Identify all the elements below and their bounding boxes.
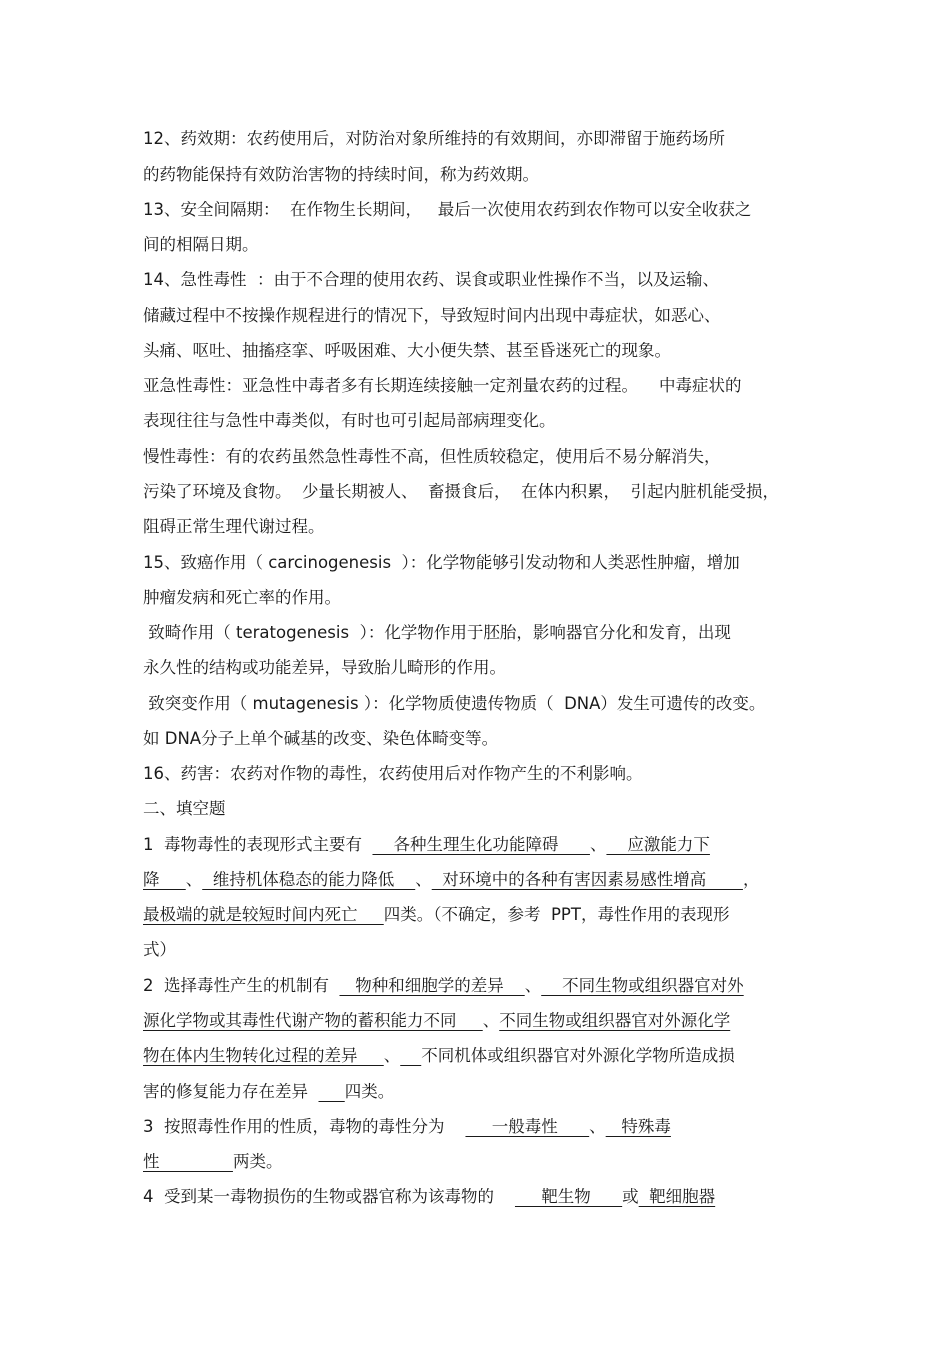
question-text: 2 选择毒性产生的机制有 (143, 976, 340, 995)
question-1-line-3 (143, 904, 729, 926)
text-line: 亚急性毒性：亚急性中毒者多有长期连续接触一定剂量农药的过程。 中毒症状的 (143, 376, 742, 395)
text-line: 15、致癌作用（ carcinogenesis ）：化学物能够引发动物和人类恶性肿瘤，增加 (143, 553, 740, 572)
answer-blank: 不同生物或组织器官对外 (541, 976, 744, 995)
question-text: 1 毒物毒性的表现形式主要有 (143, 835, 373, 854)
text-line: 阻碍正常生理代谢过程。 (143, 517, 325, 536)
answer-blank: 维持机体稳态的能力降低 (202, 870, 416, 889)
question-2-line-2 (143, 1010, 730, 1032)
text-line: 14、急性毒性 ：由于不合理的使用农药、误食或职业性操作不当，以及运输、 (143, 270, 719, 289)
text-line: 致突变作用（ mutagenesis ）：化学物质使遗传物质（ DNA）发生可遗传的改变。 (143, 694, 766, 713)
text-line: 肿瘤发病和死亡率的作用。 (143, 588, 341, 607)
separator: 、 (589, 835, 607, 854)
separator: ， (742, 870, 760, 889)
text-line: 的药物能保持有效防治害物的持续时间，称为药效期。 (143, 165, 539, 184)
question-1-line-2 (143, 869, 759, 891)
answer-blank: 靶生物 (514, 1187, 623, 1206)
answer-blank: 不同生物或组织器官对外源化学 (499, 1011, 731, 1030)
question-1-line-1 (143, 834, 710, 856)
answer-blank: 降 (143, 870, 186, 889)
text-line: 致畸作用（ teratogenesis ）：化学物作用于胚胎，影响器官分化和发育，出现 (143, 623, 731, 642)
text-line: 12、药效期：农药使用后，对防治对象所维持的有效期间，亦即滞留于施药场所 (143, 129, 725, 148)
text-line: 16、药害：农药对作物的毒性，农药使用后对作物产生的不利影响。 (143, 764, 643, 783)
answer-blank: 对环境中的各种有害因素易感性增高 (431, 870, 743, 889)
separator: 、 (482, 1011, 500, 1030)
section-heading: 二、填空题 (143, 799, 226, 818)
question-4-line-1 (143, 1186, 715, 1208)
answer-blank: 源化学物或其毒性代谢产物的蓄积能力不同 (143, 1011, 483, 1030)
question-3-line-2 (143, 1151, 282, 1173)
answer-blank: 最极端的就是较短时间内死亡 (143, 905, 384, 924)
text-line: 污染了环境及食物。 少量长期被人、 畜摄食后， 在体内积累， 引起内脏机能受损， (143, 482, 779, 501)
text-line: 永久性的结构或功能差异，导致胎儿畸形的作用。 (143, 658, 506, 677)
answer-blank: 物在体内生物转化过程的差异 (143, 1046, 384, 1065)
answer-blank: 靶细胞器 (638, 1187, 716, 1206)
question-2-line-3 (143, 1045, 735, 1067)
question-2-line-1 (143, 975, 744, 997)
separator: 、 (383, 1046, 401, 1065)
text-line: 13、安全间隔期： 在作物生长期间， 最后一次使用农药到农作物可以安全收获之 (143, 200, 752, 219)
question-text: 害的修复能力存在差异 (143, 1082, 319, 1101)
question-text: 两类。 (232, 1152, 283, 1171)
question-text: 3 按照毒性作用的性质，毒物的毒性分为 (143, 1117, 466, 1136)
answer-blank: 性 (143, 1152, 233, 1171)
text-line: 如 DNA分子上单个碱基的改变、染色体畸变等。 (143, 729, 499, 748)
separator: 或 (622, 1187, 639, 1206)
question-2-line-4 (143, 1081, 394, 1103)
separator: 、 (524, 976, 542, 995)
separator: 、 (415, 870, 432, 889)
question-text: 不同机体或组织器官对外源化学物所造成损 (421, 1046, 735, 1065)
answer-blank: 各种生理生化功能障碍 (372, 835, 590, 854)
answer-blank: 特殊毒 (605, 1117, 671, 1136)
text-line: 表现往往与急性中毒类似，有时也可引起局部病理变化。 (143, 411, 556, 430)
separator: 、 (589, 1117, 606, 1136)
answer-blank: 一般毒性 (465, 1117, 590, 1136)
answer-blank (319, 1082, 345, 1101)
question-text: 4 受到某一毒物损伤的生物或器官称为该毒物的 (143, 1187, 515, 1206)
separator: 、 (185, 870, 203, 889)
text-line: 间的相隔日期。 (143, 235, 259, 254)
answer-blank: 物种和细胞学的差异 (339, 976, 525, 995)
question-text: 四类。 (344, 1082, 395, 1101)
text-line: 慢性毒性：有的农药虽然急性毒性不高，但性质较稳定，使用后不易分解消失， (143, 447, 721, 466)
text-line: 储藏过程中不按操作规程进行的情况下，导致短时间内出现中毒症状，如恶心、 (143, 306, 721, 325)
question-3-line-1 (143, 1116, 671, 1138)
question-text: 四类。（不确定，参考 PPT，毒性作用的表现形 (383, 905, 730, 924)
question-1-line-4: 式） (143, 940, 176, 959)
text-line: 头痛、呕吐、抽搐痉挛、呼吸困难、大小便失禁、甚至昏迷死亡的现象。 (143, 341, 671, 360)
answer-blank: 应激能力下 (606, 835, 710, 854)
answer-blank (400, 1046, 421, 1065)
